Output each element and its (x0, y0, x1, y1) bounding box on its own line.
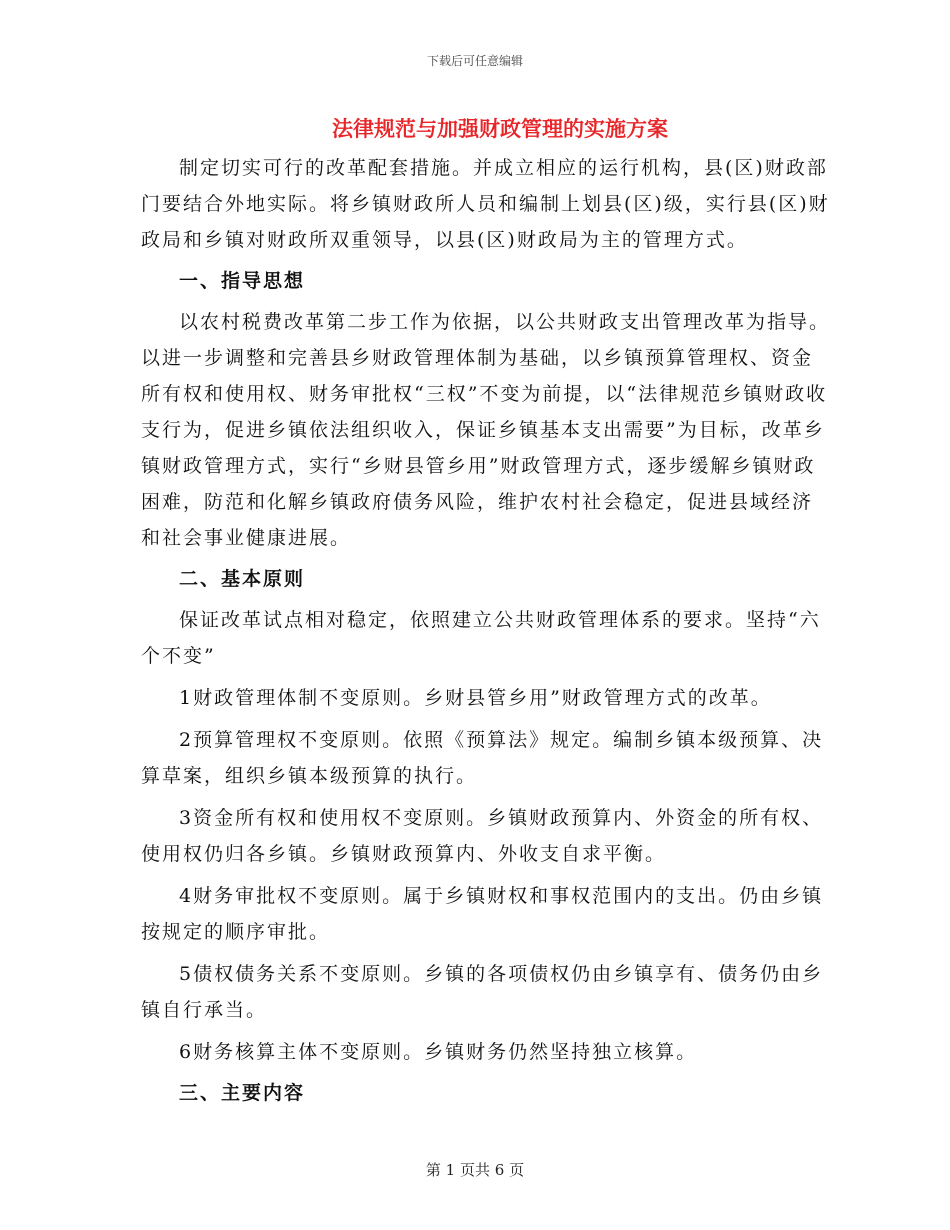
principle-item: 4财务审批权不变原则。属于乡镇财权和事权范围内的支出。仍由乡镇按规定的顺序审批。 (141, 885, 824, 943)
section-heading-3: 三、主要内容 (179, 1082, 306, 1104)
page-footer: 第 1 页共 6 页 (425, 1161, 525, 1179)
principle-item: 1财政管理体制不变原则。乡财县管乡用”财政管理方式的改革。 (179, 687, 772, 709)
principle-item: 5债权债务关系不变原则。乡镇的各项债权仍由乡镇享有、债务仍由乡镇自行承当。 (141, 963, 824, 1021)
page-header-note: 下载后可任意编辑 (426, 54, 523, 68)
intro-paragraph: 制定切实可行的改革配套措施。并成立相应的运行机构，县(区)财政部门要结合外地实际。将乡镇财政所人员和编制上划县(区)级，实行县(区)财政局和乡镇对财政所双重领导，以县(区)财政局为主的管理方式。 (141, 157, 830, 251)
document-body (141, 150, 831, 1116)
principle-item: 2预算管理权不变原则。依照《预算法》规定。编制乡镇本级预算、决算草案，组织乡镇本级预算的执行。 (141, 729, 824, 787)
section-1-paragraph: 以农村税费改革第二步工作为依据，以公共财政支出管理改革为指导。以进一步调整和完善县乡财政管理体制为基础，以乡镇预算管理权、资金所有权和使用权、财务审批权“三权”不变为前提，以“法律规范乡镇财政收支行为，促进乡镇依法组织收入，保证乡镇基本支出需要”为目标，改革乡镇财政管理方式，实行“乡财县管乡用”财政管理方式，逐步缓解乡镇财政困难，防范和化解乡镇政府债务风险，维护农村社会稳定，促进县域经济和社会事业健康进展。 (141, 311, 831, 549)
section-heading-1: 一、指导思想 (179, 270, 306, 292)
principle-item: 3资金所有权和使用权不变原则。乡镇财政预算内、外资金的所有权、使用权仍归各乡镇。乡镇财政预算内、外收支自求平衡。 (141, 807, 824, 865)
section-heading-2: 二、基本原则 (179, 568, 306, 590)
principle-item: 6财务核算主体不变原则。乡镇财务仍然坚持独立核算。 (179, 1041, 698, 1063)
section-2-intro: 保证改革试点相对稳定，依照建立公共财政管理体系的要求。坚持“六个不变” (141, 609, 821, 667)
document-title: 法律规范与加强财政管理的实施方案 (332, 117, 668, 141)
